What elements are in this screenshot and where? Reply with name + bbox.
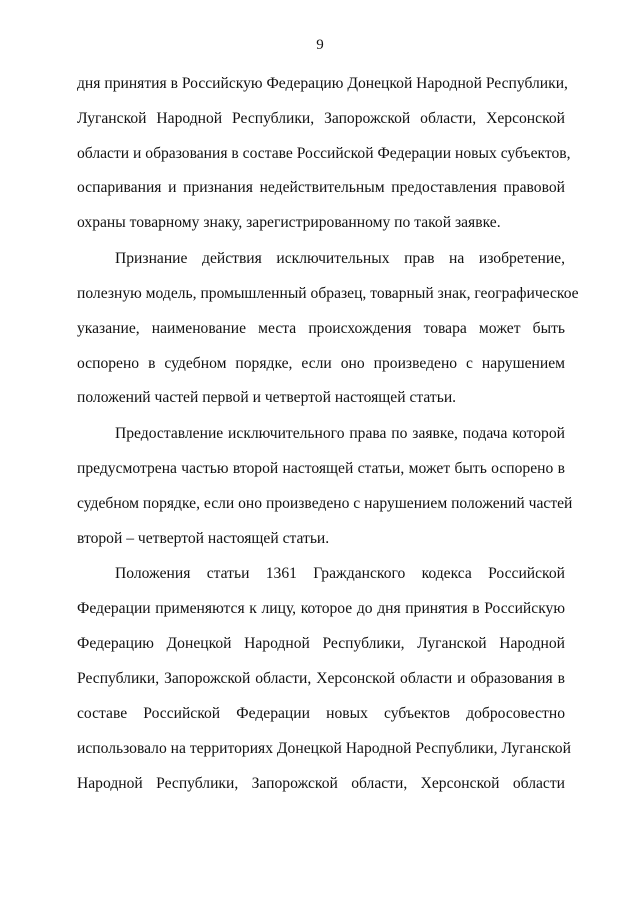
text-line: Положения статьи 1361 Гражданского кодекса Российской — [115, 565, 565, 582]
text-line: судебном порядке, если оно произведено с нарушением положений частей — [77, 495, 573, 512]
text-line: Признание действия исключительных прав на изобретение, — [115, 250, 565, 267]
text-line: указание, наименование места происхождения товара может быть — [77, 320, 565, 337]
text-line: Федерации применяются к лицу, которое до дня принятия в Российскую — [77, 600, 565, 617]
text-line: дня принятия в Российскую Федерацию Донецкой Народной Республики, — [77, 75, 568, 92]
text-line: использовало на территориях Донецкой Народной Республики, Луганской — [77, 740, 571, 757]
text-line: Федерацию Донецкой Народной Республики, Луганской Народной — [77, 635, 565, 652]
text-line: полезную модель, промышленный образец, товарный знак, географическое — [77, 285, 579, 302]
text-line: положений частей первой и четвертой настоящей статьи. — [77, 389, 457, 406]
page-number: 9 — [316, 37, 324, 53]
text-line: составе Российской Федерации новых субъектов добросовестно — [77, 705, 565, 722]
text-line: Луганской Народной Республики, Запорожской области, Херсонской — [77, 110, 565, 127]
text-line: Народной Республики, Запорожской области, Херсонской области — [77, 775, 565, 792]
text-line: оспорено в судебном порядке, если оно произведено с нарушением — [77, 355, 565, 372]
text-line: Предоставление исключительного права по заявке, подача которой — [115, 425, 565, 442]
text-line: предусмотрена частью второй настоящей статьи, может быть оспорено в — [77, 460, 565, 477]
text-line: второй – четвертой настоящей статьи. — [77, 530, 330, 547]
text-line: оспаривания и признания недействительным предоставления правовой — [77, 179, 565, 196]
text-line: Республики, Запорожской области, Херсонской области и образования в — [77, 670, 565, 687]
text-line: области и образования в составе Российской Федерации новых субъектов, — [77, 145, 571, 162]
text-line: охраны товарному знаку, зарегистрированному по такой заявке. — [77, 214, 501, 231]
